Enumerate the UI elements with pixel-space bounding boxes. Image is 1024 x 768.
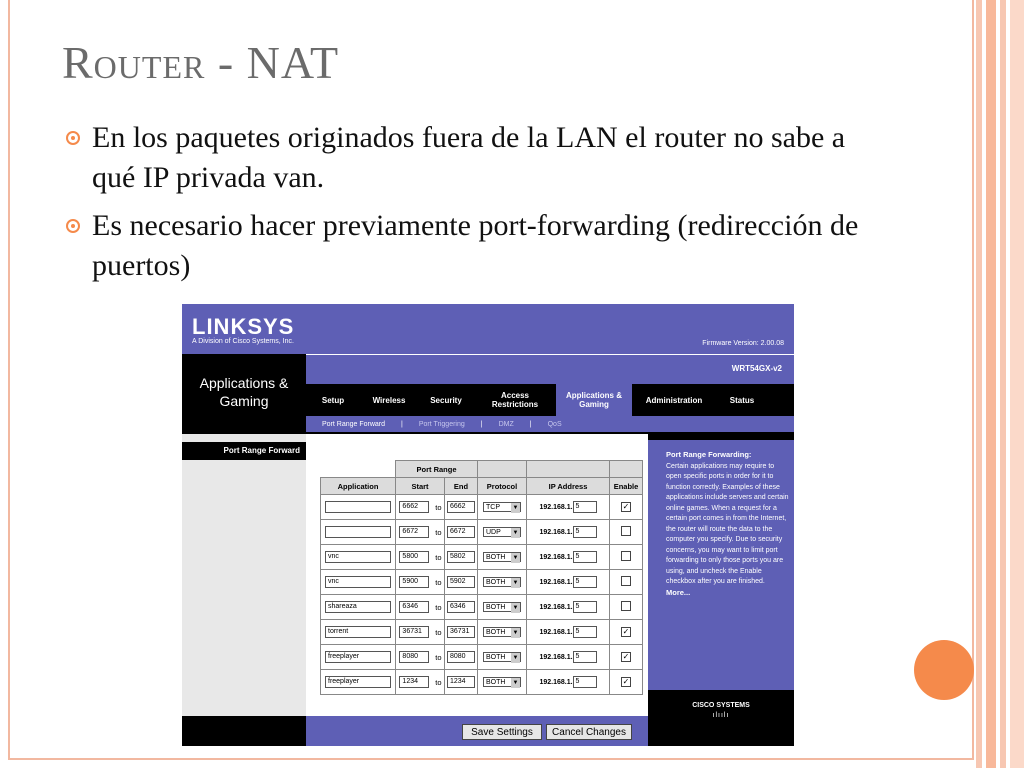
cell-to xyxy=(433,545,445,570)
ip-suffix-input[interactable]: 5 xyxy=(573,651,597,663)
cell-protocol xyxy=(478,620,527,645)
ip-prefix: 192.168.1. xyxy=(539,628,573,636)
cell-enable xyxy=(610,595,643,620)
cell-start xyxy=(396,495,433,520)
application-input[interactable]: shareaza xyxy=(325,601,391,613)
help-text: Certain applications may require to open specific ports in order for it to function correctly. Examples of these applications include servers and certain online games. When a request for a certain port comes in from the Internet, the router will route the data to the computer you specify. Due to security concerns, you may want to limit port forwarding to only those ports you are using, and uncheck the Enable checkbox after you are finished. xyxy=(666,462,789,585)
cell-end xyxy=(445,595,478,620)
footer-left xyxy=(182,716,306,746)
cell-protocol xyxy=(478,520,527,545)
cell-start xyxy=(396,620,433,645)
bullet-list xyxy=(66,118,886,294)
chevron-down-icon: ▼ xyxy=(512,655,519,661)
enable-checkbox[interactable]: ✓ xyxy=(622,502,630,511)
cell-ip xyxy=(527,495,610,520)
to-label: to xyxy=(435,627,442,637)
start-port-input[interactable]: 6346 xyxy=(399,601,429,613)
start-port-input[interactable]: 6662 xyxy=(399,501,429,513)
cisco-logo-text: CISCO SYSTEMS xyxy=(692,702,750,709)
decorative-stripes xyxy=(976,0,1024,768)
save-settings-button[interactable]: Save Settings xyxy=(462,724,542,740)
cisco-bars-icon: ılıılı xyxy=(712,712,730,719)
cell-start xyxy=(396,570,433,595)
sub-tabs xyxy=(306,416,794,432)
application-input[interactable]: vnc xyxy=(325,551,391,563)
tab-administration[interactable]: Administration xyxy=(645,395,703,405)
cell-start xyxy=(396,670,433,695)
protocol-value: UDP xyxy=(486,529,501,536)
subtab-port-triggering[interactable]: Port Triggering xyxy=(418,420,465,428)
bullet-text: Es necesario hacer previamente port-forwarding (redirección de puertos) xyxy=(92,209,859,282)
model-bar xyxy=(306,354,794,385)
enable-checkbox[interactable] xyxy=(621,551,631,561)
tab-wireless[interactable]: Wireless xyxy=(372,395,406,405)
cell-application xyxy=(321,495,396,520)
table-row xyxy=(321,620,643,645)
cell-start xyxy=(396,520,433,545)
cell-end xyxy=(445,670,478,695)
enable-checkbox[interactable]: ✓ xyxy=(622,677,630,686)
protocol-select[interactable] xyxy=(483,677,521,687)
to-label: to xyxy=(435,577,442,587)
table-row xyxy=(321,520,643,545)
slide-title xyxy=(62,36,339,89)
end-port-input[interactable]: 5802 xyxy=(447,551,475,563)
protocol-value: BOTH xyxy=(486,604,506,611)
ip-suffix-input[interactable]: 5 xyxy=(573,601,597,613)
tab-setup[interactable]: Setup xyxy=(321,395,345,405)
table-row xyxy=(321,495,643,520)
protocol-select[interactable] xyxy=(483,652,521,662)
table-row xyxy=(321,670,643,695)
cell-application xyxy=(321,620,396,645)
protocol-value: BOTH xyxy=(486,554,506,561)
cell-end xyxy=(445,570,478,595)
bullet-marker-icon xyxy=(66,131,80,145)
chevron-down-icon: ▼ xyxy=(512,555,519,561)
cell-to xyxy=(433,520,445,545)
table-spacer xyxy=(610,461,643,478)
start-port-input[interactable]: 8080 xyxy=(399,651,429,663)
subtab-separator: | xyxy=(480,420,483,428)
enable-checkbox[interactable]: ✓ xyxy=(622,627,630,636)
subtab-separator: | xyxy=(401,420,403,428)
chevron-down-icon: ▼ xyxy=(512,680,519,686)
cell-application xyxy=(321,595,396,620)
cell-enable xyxy=(610,570,643,595)
cell-to xyxy=(433,495,445,520)
title-rest: - NAT xyxy=(205,37,340,88)
application-input[interactable] xyxy=(325,526,391,538)
cell-enable xyxy=(610,620,643,645)
cell-end xyxy=(445,645,478,670)
cell-to xyxy=(433,645,445,670)
end-port-input[interactable]: 6662 xyxy=(447,501,475,513)
cell-ip xyxy=(527,520,610,545)
start-port-input[interactable]: 5800 xyxy=(399,551,429,563)
ip-suffix-input[interactable]: 5 xyxy=(573,551,597,563)
end-port-input[interactable]: 5902 xyxy=(447,576,475,588)
protocol-value: BOTH xyxy=(486,579,506,586)
cell-protocol xyxy=(478,645,527,670)
application-input[interactable]: freeplayer xyxy=(325,651,391,663)
to-label: to xyxy=(435,677,442,687)
tab-applications-gaming[interactable]: Applications & Gaming xyxy=(556,384,632,416)
port-forward-table xyxy=(320,460,643,695)
subtab-dmz[interactable]: DMZ xyxy=(498,420,514,428)
end-port-input[interactable]: 1234 xyxy=(447,676,475,688)
protocol-select[interactable] xyxy=(483,577,521,587)
cell-enable xyxy=(610,520,643,545)
tab-security[interactable]: Security xyxy=(430,395,462,405)
cell-to xyxy=(433,620,445,645)
end-port-input[interactable]: 36731 xyxy=(447,626,475,638)
table-spacer xyxy=(527,461,610,478)
end-port-input[interactable]: 6672 xyxy=(447,526,475,538)
cell-protocol xyxy=(478,495,527,520)
to-label: to xyxy=(435,552,442,562)
chevron-down-icon: ▼ xyxy=(512,505,519,511)
ip-prefix: 192.168.1. xyxy=(539,503,573,511)
ip-suffix-input[interactable]: 5 xyxy=(573,576,597,588)
cancel-changes-button[interactable]: Cancel Changes xyxy=(546,724,632,740)
left-section-label: Port Range Forward xyxy=(182,442,306,460)
application-input[interactable] xyxy=(325,501,391,513)
bullet-item xyxy=(66,206,886,286)
table-row xyxy=(321,570,643,595)
table-spacer xyxy=(321,461,396,478)
cell-end xyxy=(445,495,478,520)
title-main: Router xyxy=(62,37,206,88)
cell-ip xyxy=(527,595,610,620)
protocol-value: TCP xyxy=(486,504,500,511)
cell-ip xyxy=(527,545,610,570)
cell-end xyxy=(445,545,478,570)
bullet-text: En los paquetes originados fuera de la LAN el router no sabe a qué IP privada van. xyxy=(92,121,846,194)
ip-prefix: 192.168.1. xyxy=(539,578,573,586)
firmware-version: Firmware Version: 2.00.08 xyxy=(702,340,784,347)
tab-access-restrictions[interactable]: Access Restrictions xyxy=(491,391,539,409)
table-row xyxy=(321,645,643,670)
cell-start xyxy=(396,545,433,570)
bullet-item xyxy=(66,118,886,198)
bullet-marker-icon xyxy=(66,219,80,233)
cell-start xyxy=(396,645,433,670)
ip-prefix: 192.168.1. xyxy=(539,528,573,536)
ip-suffix-input[interactable]: 5 xyxy=(573,626,597,638)
to-label: to xyxy=(435,602,442,612)
help-panel xyxy=(648,440,794,716)
ip-prefix: 192.168.1. xyxy=(539,678,573,686)
start-port-input[interactable]: 1234 xyxy=(399,676,429,688)
cell-to xyxy=(433,595,445,620)
col-protocol: Protocol xyxy=(478,478,527,495)
help-title: Port Range Forwarding: xyxy=(666,450,752,459)
to-label: to xyxy=(435,652,442,662)
cell-application xyxy=(321,670,396,695)
subtab-port-range-forward[interactable]: Port Range Forward xyxy=(322,420,386,428)
protocol-value: BOTH xyxy=(486,629,506,636)
cell-to xyxy=(433,570,445,595)
cell-ip xyxy=(527,620,610,645)
enable-checkbox[interactable] xyxy=(621,601,631,611)
protocol-select[interactable] xyxy=(483,527,521,537)
start-port-input[interactable]: 36731 xyxy=(399,626,429,638)
chevron-down-icon: ▼ xyxy=(512,605,519,611)
ip-suffix-input[interactable]: 5 xyxy=(573,501,597,513)
ip-prefix: 192.168.1. xyxy=(539,553,573,561)
cell-end xyxy=(445,520,478,545)
col-start: Start xyxy=(396,478,445,495)
enable-checkbox[interactable]: ✓ xyxy=(622,652,630,661)
application-input[interactable]: vnc xyxy=(325,576,391,588)
cell-ip xyxy=(527,645,610,670)
application-input[interactable]: torrent xyxy=(325,626,391,638)
cell-protocol xyxy=(478,545,527,570)
protocol-select[interactable] xyxy=(483,552,521,562)
chevron-down-icon: ▼ xyxy=(512,630,519,636)
table-spacer xyxy=(478,461,527,478)
router-screenshot xyxy=(182,304,794,746)
cell-protocol xyxy=(478,570,527,595)
tab-status[interactable]: Status xyxy=(729,395,755,405)
end-port-input[interactable]: 8080 xyxy=(447,651,475,663)
cell-start xyxy=(396,595,433,620)
cell-protocol xyxy=(478,595,527,620)
section-title: Applications & Gaming xyxy=(182,354,306,434)
enable-checkbox[interactable] xyxy=(621,526,631,536)
col-ip-address: IP Address xyxy=(527,478,610,495)
cell-enable xyxy=(610,495,643,520)
cell-end xyxy=(445,620,478,645)
cell-ip xyxy=(527,570,610,595)
subtab-qos[interactable]: QoS xyxy=(547,420,562,428)
col-enable: Enable xyxy=(610,478,643,495)
cell-application xyxy=(321,570,396,595)
model-name: WRT54GX-v2 xyxy=(731,364,782,373)
table-row xyxy=(321,595,643,620)
protocol-value: BOTH xyxy=(486,654,506,661)
cell-application xyxy=(321,645,396,670)
cell-enable xyxy=(610,545,643,570)
cell-enable xyxy=(610,670,643,695)
application-input[interactable]: freeplayer xyxy=(325,676,391,688)
main-tabs xyxy=(306,384,794,416)
end-port-input[interactable]: 6346 xyxy=(447,601,475,613)
ip-suffix-input[interactable]: 5 xyxy=(573,526,597,538)
table-row xyxy=(321,545,643,570)
cell-application xyxy=(321,545,396,570)
to-label: to xyxy=(435,502,442,512)
protocol-select[interactable] xyxy=(483,602,521,612)
col-end: End xyxy=(445,478,478,495)
logo-subtitle: A Division of Cisco Systems, Inc. xyxy=(192,338,294,345)
enable-checkbox[interactable] xyxy=(621,576,631,586)
protocol-select[interactable] xyxy=(483,627,521,637)
cell-enable xyxy=(610,645,643,670)
ip-suffix-input[interactable]: 5 xyxy=(573,676,597,688)
subtab-separator: | xyxy=(529,420,532,428)
ip-prefix: 192.168.1. xyxy=(539,653,573,661)
cell-ip xyxy=(527,670,610,695)
col-application: Application xyxy=(321,478,396,495)
protocol-value: BOTH xyxy=(486,679,506,686)
cell-protocol xyxy=(478,670,527,695)
chevron-down-icon: ▼ xyxy=(512,530,519,536)
protocol-select[interactable] xyxy=(483,502,521,512)
port-range-header: Port Range xyxy=(396,461,478,478)
start-port-input[interactable]: 5900 xyxy=(399,576,429,588)
start-port-input[interactable]: 6672 xyxy=(399,526,429,538)
left-column xyxy=(182,434,306,716)
chevron-down-icon: ▼ xyxy=(512,580,519,586)
cisco-logo xyxy=(648,690,794,746)
cell-application xyxy=(321,520,396,545)
decorative-circle xyxy=(914,640,974,700)
linksys-logo: LINKSYS xyxy=(192,314,295,339)
cell-to xyxy=(433,670,445,695)
ip-prefix: 192.168.1. xyxy=(539,603,573,611)
port-forward-rows xyxy=(321,495,643,695)
help-more-link[interactable]: More... xyxy=(666,587,691,597)
to-label: to xyxy=(435,527,442,537)
